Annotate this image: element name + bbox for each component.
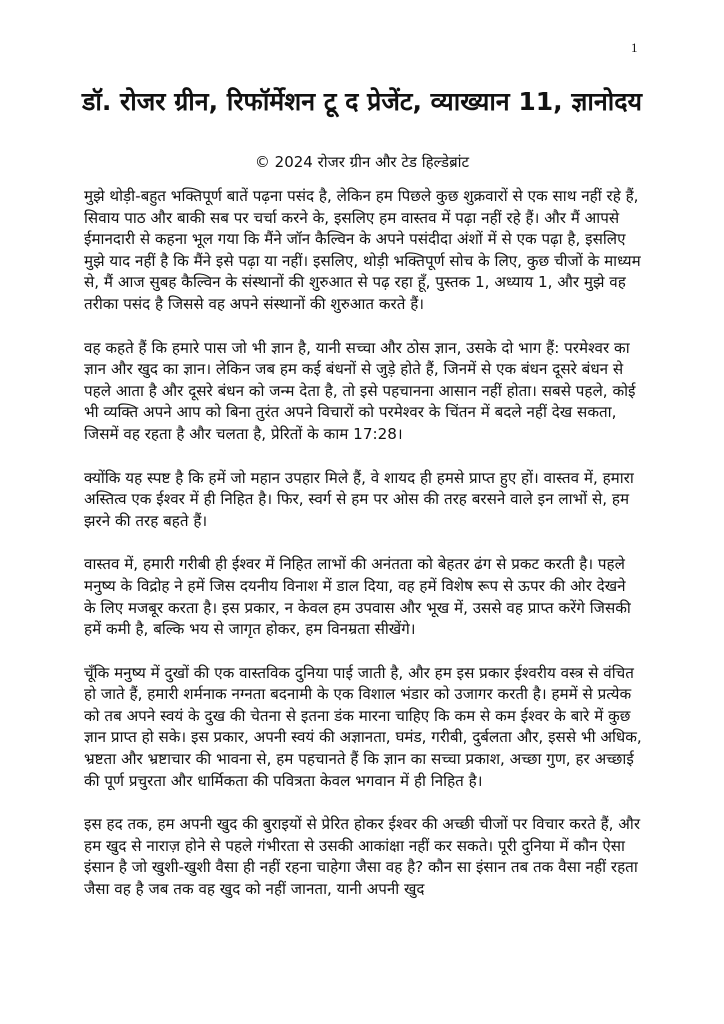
document-title: डॉ. रोजर ग्रीन, रिफॉर्मेशन टू द प्रेजेंट, व्याख्यान 11, ज्ञानोदय — [81, 87, 643, 116]
paragraph: इस हद तक, हम अपनी खुद की बुराइयों से प्रेरित होकर ईश्वर की अच्छी चीजों पर विचार करते हैं, और हम खुद से नाराज़ होने से पहले गंभीरता से उसकी आकांक्षा नहीं कर सकते। पूरी दुनिया में कौन ऐसा इंसान है जो खुशी-खुशी वैसा ही नहीं रहना चाहेगा जैसा वह है? कौन सा इंसान तब तक वैसा नहीं रहता जैसा वह है जब तक वह खुद को नहीं जानता, यानी अपनी खुद — [84, 815, 641, 899]
document-body — [84, 186, 642, 923]
paragraph: क्योंकि यह स्पष्ट है कि हमें जो महान उपहार मिले हैं, वे शायद ही हमसे प्राप्त हुए हों। वास्तव में, हमारा अस्तित्व एक ईश्वर में ही निहित है। फिर, स्वर्ग से हम पर ओस की तरह बरसने वाले इन लाभों से, हम झरने की तरह बहते हैं। — [84, 468, 634, 530]
page-number: 1 — [631, 40, 638, 55]
paragraph: चूँकि मनुष्य में दुखों की एक वास्तविक दुनिया पाई जाती है, और हम इस प्रकार ईश्वरीय वस्त्र से वंचित हो जाते हैं, हमारी शर्मनाक नग्नता बदनामी के एक विशाल भंडार को उजागर करती है। हममें से प्रत्येक को तब अपने स्वयं के दुख की चेतना से इतना डंक मारना चाहिए कि कम से कम ईश्वर के बारे में कुछ ज्ञान प्राप्त हो सके। इस प्रकार, अपनी स्वयं की अज्ञानता, घमंड, गरीबी, दुर्बलता और, इससे भी अधिक, भ्रष्टता और भ्रष्टाचार की भावना से, हम पहचानते हैं कि ज्ञान का सच्चा प्रकाश, अच्छा गुण, हर अच्छाई की पूर्ण प्रचुरता और धार्मिकता की पवित्रता केवल भगवान में ही निहित है। — [84, 663, 642, 790]
paragraph: वह कहते हैं कि हमारे पास जो भी ज्ञान है, यानी सच्चा और ठोस ज्ञान, उसके दो भाग हैं: परमेश्वर का ज्ञान और खुद का ज्ञान। लेकिन जब हम कई बंधनों से जुड़े होते हैं, जिनमें से एक बंधन दूसरे बंधन से पहले आता है और दूसरे बंधन को जन्म देता है, तो इसे पहचानना आसान नहीं होता। सबसे पहले, कोई भी व्यक्ति अपने आप को बिना तुरंत अपने विचारों को परमेश्वर के चिंतन में बदले नहीं देख सकता, जिसमें वह रहता है और चलता है, प्रेरितों के काम 17:28। — [84, 338, 636, 443]
paragraph: मुझे थोड़ी-बहुत भक्तिपूर्ण बातें पढ़ना पसंद है, लेकिन हम पिछले कुछ शुक्रवारों से एक साथ नहीं रहे हैं, सिवाय पाठ और बाकी सब पर चर्चा करने के, इसलिए हम वास्तव में पढ़ा नहीं रहे हैं। और मैं आपसे ईमानदारी से कहना भूल गया कि मैंने जॉन कैल्विन के अपने पसंदीदा अंशों में से एक पढ़ा है, इसलिए मुझे याद नहीं है कि मैंने इसे पढ़ा या नहीं। इसलिए, थोड़ी भक्तिपूर्ण सोच के लिए, कुछ चीजों के माध्यम से, मैं आज सुबह कैल्विन के संस्थानों की शुरुआत से पढ़ रहा हूँ, पुस्तक 1, अध्याय 1, और मुझे वह तरीका पसंद है जिससे वह अपने संस्थानों की शुरुआत करते हैं। — [84, 187, 641, 313]
paragraph: वास्तव में, हमारी गरीबी ही ईश्वर में निहित लाभों की अनंतता को बेहतर ढंग से प्रकट करती है। पहले मनुष्य के विद्रोह ने हमें जिस दयनीय विनाश में डाल दिया, वह हमें विशेष रूप से ऊपर की ओर देखने के लिए मजबूर करता है। इस प्रकार, न केवल हम उपवास और भूख में, उससे वह प्राप्त करेंगे जिसकी हमें कमी है, बल्कि भय से जागृत होकर, हम विनम्रता सीखेंगे। — [84, 555, 631, 639]
copyright-line: © 2024 रोजर ग्रीन और टेड हिल्डेब्रांट — [254, 153, 470, 171]
